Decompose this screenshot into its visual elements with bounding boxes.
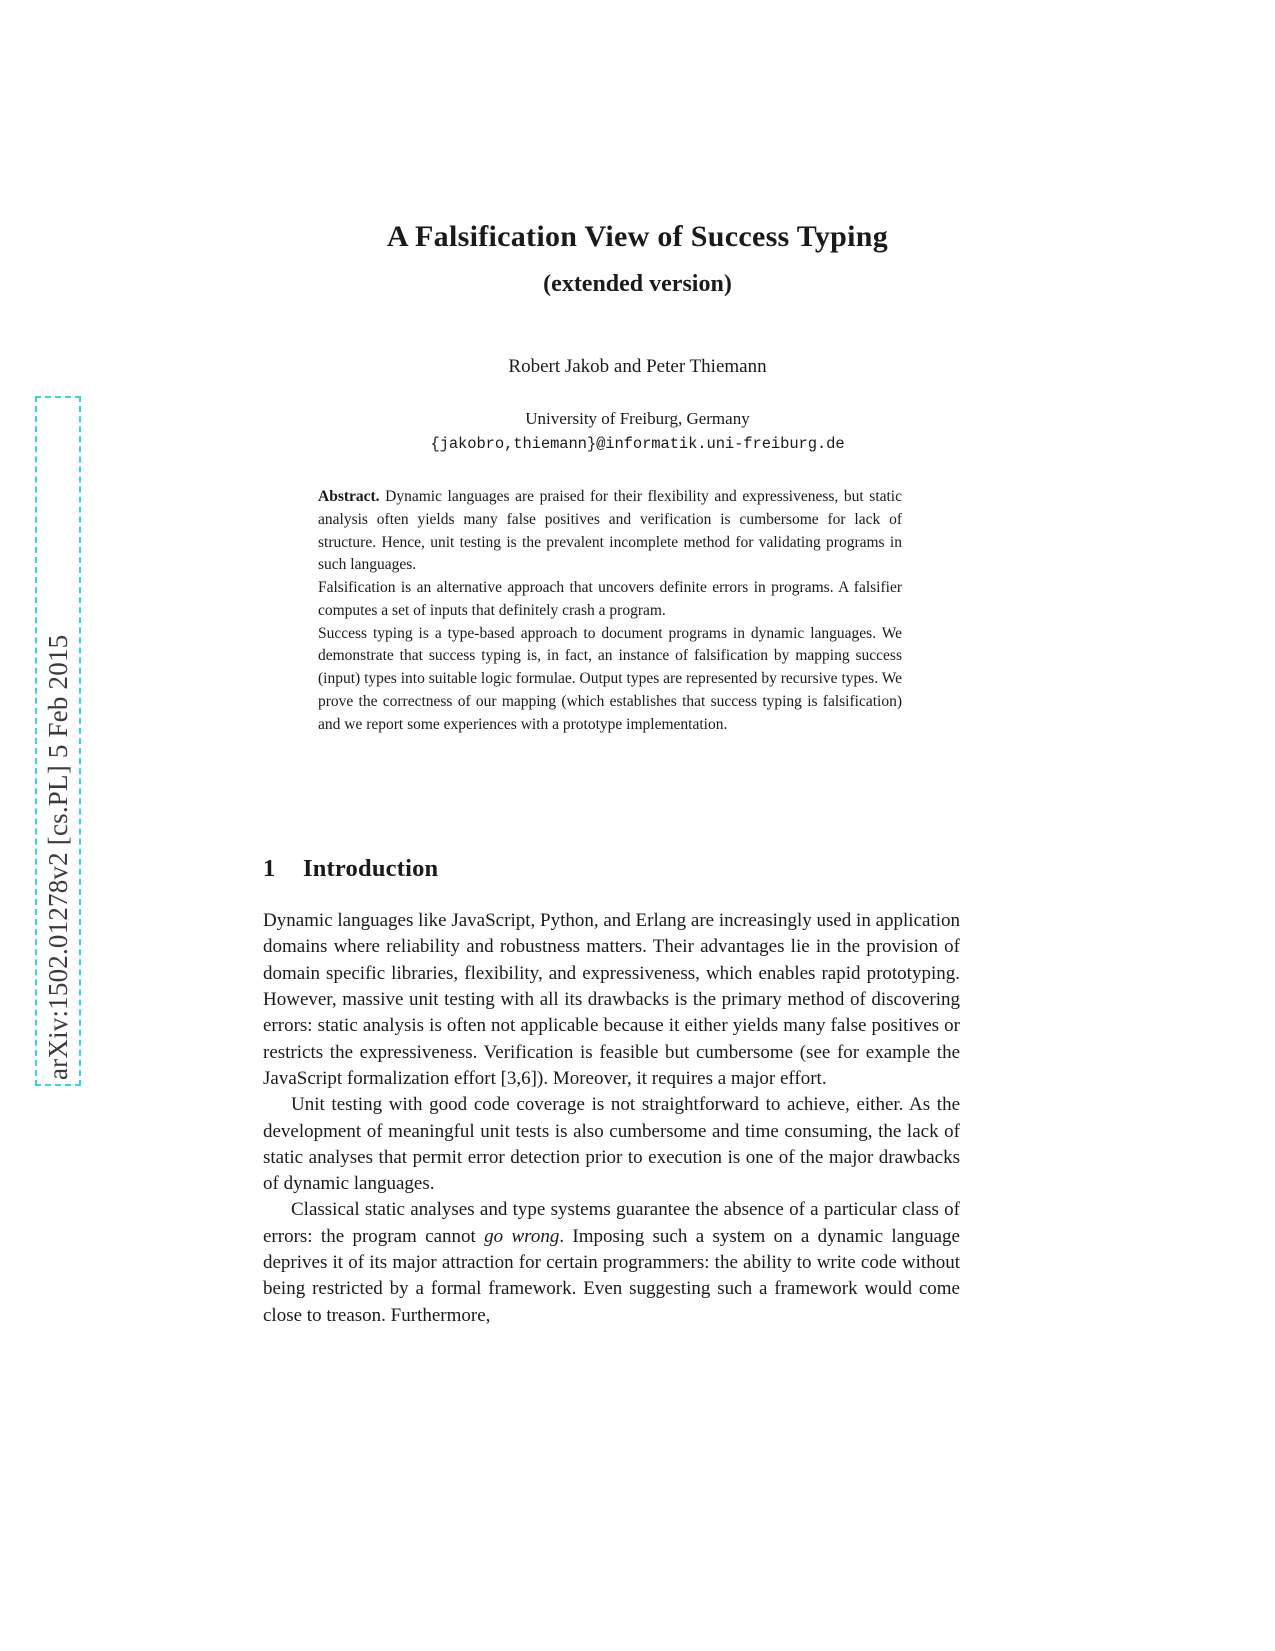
- title-block: [0, 218, 1275, 453]
- body-paragraph-3-part1: Classical static analyses and type systems guarantee the absence of a particular class of errors: the program cannot: [263, 1199, 960, 1247]
- page-subtitle: (extended version): [543, 270, 732, 297]
- abstract-section: [318, 486, 902, 737]
- author-list: Robert Jakob and Peter Thiemann: [508, 356, 767, 378]
- affiliation: University of Freiburg, Germany: [525, 408, 750, 428]
- body-paragraph-1: Dynamic languages like JavaScript, Python, and Erlang are increasingly used in application domains where reliability and robustness matters. Their advantages lie in the provision of domain specific libraries, flexibility, and expressiveness, which enables rapid prototyping. However, massive unit testing with all its drawbacks is the primary method of discovering errors: static analysis is often not applicable because it either yields many false positives or restricts the expressiveness. Verification is feasible but cumbersome (see for example the JavaScript formalization effort [3,6]). Moreover, it requires a major effort.: [263, 910, 960, 1089]
- section-heading-introduction: [263, 855, 438, 883]
- abstract-label: Abstract.: [318, 488, 380, 505]
- section-number: 1: [263, 855, 276, 882]
- body-paragraph-2: Unit testing with good code coverage is not straightforward to achieve, either. As the development of meaningful unit tests is also cumbersome and time consuming, the lack of static analyses that permit error detection prior to execution is one of the major drawbacks of dynamic languages.: [263, 1094, 960, 1195]
- body-paragraph-3: [263, 1197, 960, 1329]
- abstract-paragraph-2: Falsification is an alternative approach that uncovers definite errors in programs. A falsifier computes a set of inputs that definitely crash a program.: [318, 579, 902, 619]
- body-paragraph-3-emphasis: go wrong: [484, 1225, 560, 1247]
- abstract-paragraph-3: Success typing is a type-based approach to document programs in dynamic languages. We demonstrate that success typing is, in fact, an instance of falsification by mapping success (input) types into suitable logic formulae. Output types are represented by recursive types. We prove the correctness of our mapping (which establishes that success typing is falsification) and we report some experiences with a prototype implementation.: [318, 624, 902, 733]
- page-title: A Falsification View of Success Typing: [386, 220, 889, 253]
- arxiv-stamp: [35, 396, 81, 1086]
- abstract-paragraph-1: [318, 486, 902, 577]
- section-title: Introduction: [303, 855, 439, 882]
- author-email: {jakobro,thiemann}@informatik.uni-freiburg.de: [430, 434, 845, 453]
- body-content: [263, 908, 960, 1329]
- body-paragraph-3-part2: . Imposing such a system on a dynamic language deprives it of its major attraction for certain programmers: the ability to write code without being restricted by a formal framework. Even suggesting such a framework would come close to treason. Furthermore,: [263, 1225, 960, 1326]
- arxiv-stamp-text: arXiv:1502.01278v2 [cs.PL] 5 Feb 2015: [42, 634, 73, 1080]
- abstract-text-1: Dynamic languages are praised for their flexibility and expressiveness, but static analysis often yields many false positives and verification is cumbersome for lack of structure. Hence, unit testing is the prevalent incomplete method for validating programs in such languages.: [318, 488, 902, 574]
